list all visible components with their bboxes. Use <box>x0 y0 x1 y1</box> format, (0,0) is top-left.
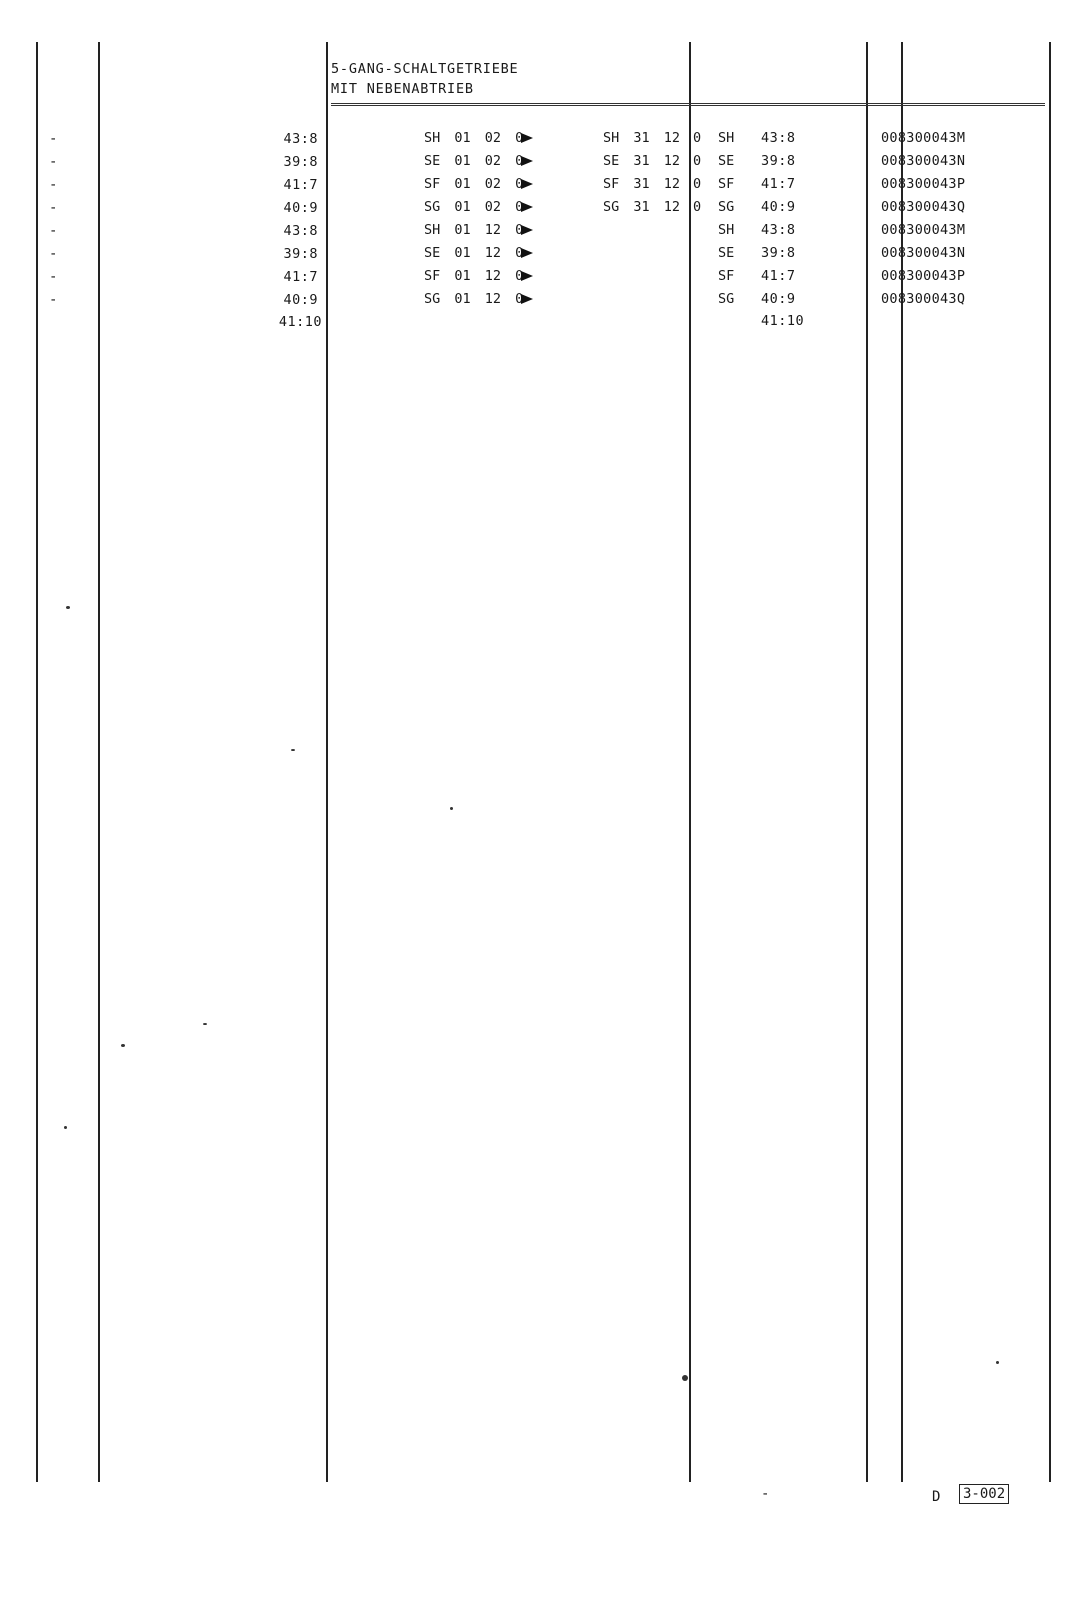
ratio: 40:9 <box>283 292 318 308</box>
column-rule <box>36 42 38 1482</box>
part-number: 008300043M <box>881 130 966 146</box>
arrow-right-icon <box>521 202 533 212</box>
variant-code <box>424 268 533 284</box>
new-ratio: 40:9 <box>761 291 796 307</box>
scan-speck <box>682 1375 688 1381</box>
column-o: 0 <box>693 153 702 169</box>
ratio: 41:7 <box>283 177 318 193</box>
code-text: SG 01 12 0 <box>424 291 524 307</box>
scan-speck <box>450 807 453 810</box>
ratio: 41:10 <box>278 314 322 330</box>
target-code: SH 31 12 <box>603 130 681 146</box>
column-o: 0 <box>693 130 702 146</box>
part-number: 008300043N <box>881 153 966 169</box>
ratio: 41:7 <box>283 269 318 285</box>
column-rule <box>326 42 328 1482</box>
part-number: 008300043P <box>881 268 966 284</box>
ratio: 40:9 <box>283 200 318 216</box>
ratio: 43:8 <box>283 223 318 239</box>
new-series: SE <box>718 153 735 169</box>
document-title-line2: MIT NEBENABTRIEB <box>331 81 474 97</box>
scan-speck <box>64 1126 67 1129</box>
scan-speck <box>66 606 70 609</box>
row-dash: - <box>49 177 58 193</box>
target-code: SF 31 12 <box>603 176 681 192</box>
new-series: SF <box>718 268 735 284</box>
column-o: 0 <box>693 199 702 215</box>
new-ratio: 43:8 <box>761 222 796 238</box>
code-text: SG 01 02 0 <box>424 199 524 215</box>
row-dash: - <box>49 154 58 170</box>
row-dash: - <box>49 200 58 216</box>
new-ratio: 39:8 <box>761 153 796 169</box>
new-series: SF <box>718 176 735 192</box>
part-number: 008300043Q <box>881 199 966 215</box>
variant-code <box>424 176 533 192</box>
new-ratio: 39:8 <box>761 245 796 261</box>
code-text: SH 01 12 0 <box>424 222 524 238</box>
row-dash: - <box>49 223 58 239</box>
variant-code <box>424 199 533 215</box>
arrow-right-icon <box>521 248 533 258</box>
column-rule <box>98 42 100 1482</box>
column-rule <box>866 42 868 1482</box>
new-series: SE <box>718 245 735 261</box>
ratio: 43:8 <box>283 131 318 147</box>
scan-speck <box>996 1361 999 1364</box>
code-text: SH 01 02 0 <box>424 130 524 146</box>
scan-speck <box>203 1023 207 1025</box>
target-code: SE 31 12 <box>603 153 681 169</box>
new-ratio: 43:8 <box>761 130 796 146</box>
code-text: SE 01 02 0 <box>424 153 524 169</box>
row-dash: - <box>49 246 58 262</box>
new-ratio: 41:7 <box>761 176 796 192</box>
new-series: SG <box>718 199 735 215</box>
row-dash: - <box>49 269 58 285</box>
new-series: SH <box>718 222 735 238</box>
row-dash: - <box>49 131 58 147</box>
target-code: SG 31 12 <box>603 199 681 215</box>
code-text: SE 01 12 0 <box>424 245 524 261</box>
arrow-right-icon <box>521 156 533 166</box>
variant-code <box>424 245 533 261</box>
new-ratio: 41:7 <box>761 268 796 284</box>
column-o: 0 <box>693 176 702 192</box>
part-number: 008300043N <box>881 245 966 261</box>
part-number: 008300043M <box>881 222 966 238</box>
variant-code <box>424 153 533 169</box>
arrow-right-icon <box>521 271 533 281</box>
arrow-right-icon <box>521 294 533 304</box>
variant-code <box>424 130 533 146</box>
code-text: SF 01 02 0 <box>424 176 524 192</box>
document-title-line1: 5-GANG-SCHALTGETRIEBE <box>331 61 519 77</box>
variant-code <box>424 222 533 238</box>
new-series: SG <box>718 291 735 307</box>
code-text: SF 01 12 0 <box>424 268 524 284</box>
new-ratio: 41:10 <box>761 313 805 329</box>
new-ratio: 40:9 <box>761 199 796 215</box>
footer-letter: D <box>932 1489 941 1505</box>
double-separator <box>331 103 1045 106</box>
page-code: 3-002 <box>959 1484 1009 1504</box>
arrow-right-icon <box>521 179 533 189</box>
column-rule <box>1049 42 1051 1482</box>
ratio: 39:8 <box>283 246 318 262</box>
new-series: SH <box>718 130 735 146</box>
footer-dash: - <box>761 1486 770 1502</box>
scan-speck <box>121 1044 125 1047</box>
part-number: 008300043P <box>881 176 966 192</box>
arrow-right-icon <box>521 133 533 143</box>
variant-code <box>424 291 533 307</box>
scan-speck <box>291 749 295 751</box>
part-number: 008300043Q <box>881 291 966 307</box>
arrow-right-icon <box>521 225 533 235</box>
ratio: 39:8 <box>283 154 318 170</box>
row-dash: - <box>49 292 58 308</box>
column-rule <box>689 42 691 1482</box>
